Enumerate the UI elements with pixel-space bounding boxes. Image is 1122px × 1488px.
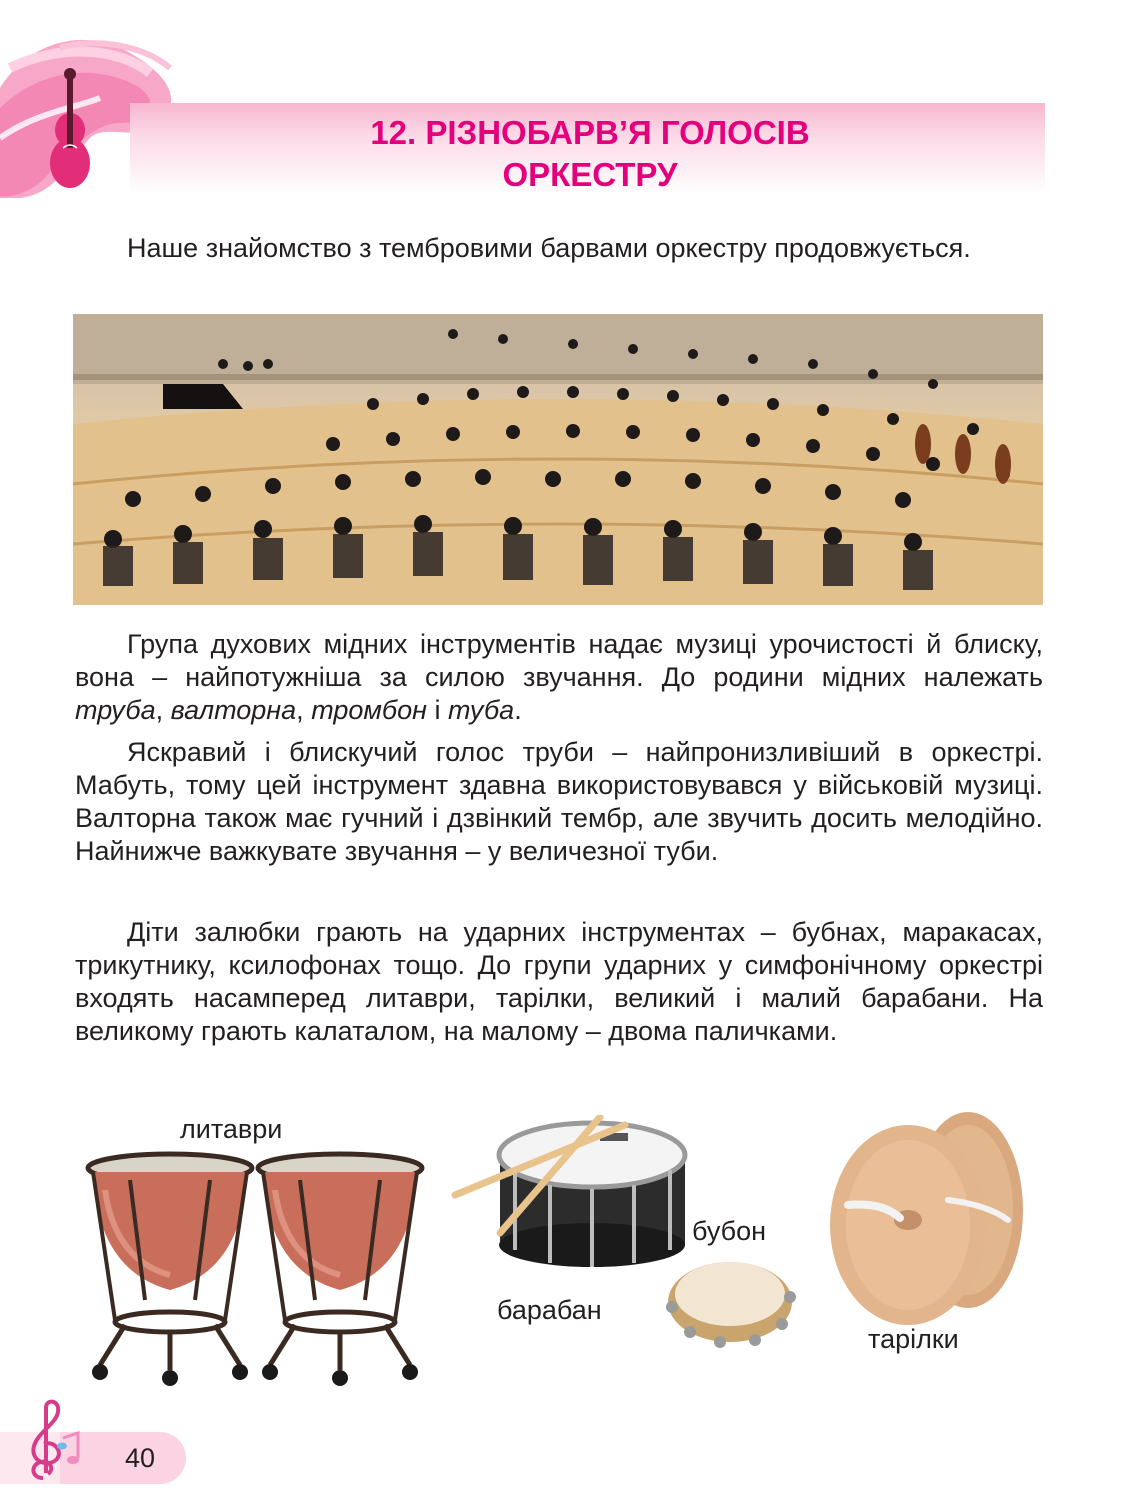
brass-sep-3: і xyxy=(426,695,448,725)
title-line-2: ОРКЕСТРУ xyxy=(502,156,678,193)
drum-caption: барабан xyxy=(497,1295,602,1325)
title-line-1: 12. РІЗНОБАРВ’Я ГОЛОСІВ xyxy=(370,114,810,151)
cymbals-image xyxy=(828,1110,1028,1340)
brass-sep-1: , xyxy=(155,695,171,725)
trombone-term: тромбон xyxy=(311,695,427,725)
snare-drum-image xyxy=(450,1115,690,1275)
timpani-image xyxy=(85,1150,430,1390)
timpani-caption: литаври xyxy=(180,1114,283,1144)
tambourine-image xyxy=(660,1252,800,1352)
tambourine-caption: бубон xyxy=(692,1216,767,1246)
brass-paragraph xyxy=(75,628,1043,727)
treble-clef-icon xyxy=(18,1398,88,1488)
brass-end: . xyxy=(514,695,522,725)
trumpet-term: труба xyxy=(75,695,156,725)
brass-text-start: Група духових мідних інструментів надає музиці урочистості й блиску, вона – найпотужніша за силою звучання. До родини мідних належать xyxy=(75,629,1043,692)
trumpet-paragraph: Яскравий і блискучий голос труби – найпронизливіший в оркестрі. Мабуть, тому цей інструмент здавна використовувався у військовій музиці. Валторна також має гучний і дзвінкий тембр, але звучить досить мелодійно. Найнижче важкувате звучання – у величезної туби. xyxy=(75,737,1043,866)
cymbals-caption: тарілки xyxy=(868,1324,959,1354)
brass-sep-2: , xyxy=(296,695,312,725)
page-number: 40 xyxy=(124,1443,156,1473)
french-horn-term: валторна xyxy=(170,695,297,725)
page-title xyxy=(200,112,980,196)
tuba-term: туба xyxy=(448,695,515,725)
percussion-paragraph: Діти залюбки грають на ударних інструментах – бубнах, маракасах, трикутнику, ксилофонах тощо. До групи ударних у симфонічному оркестрі входять насамперед литаври, тарілки, великий і малий барабани. На великому грають калаталом, на малому – двома паличками. xyxy=(75,917,1043,1046)
intro-paragraph: Наше знайомство з тембровими барвами оркестру продовжується. xyxy=(127,233,971,263)
orchestra-photo xyxy=(73,314,1043,605)
